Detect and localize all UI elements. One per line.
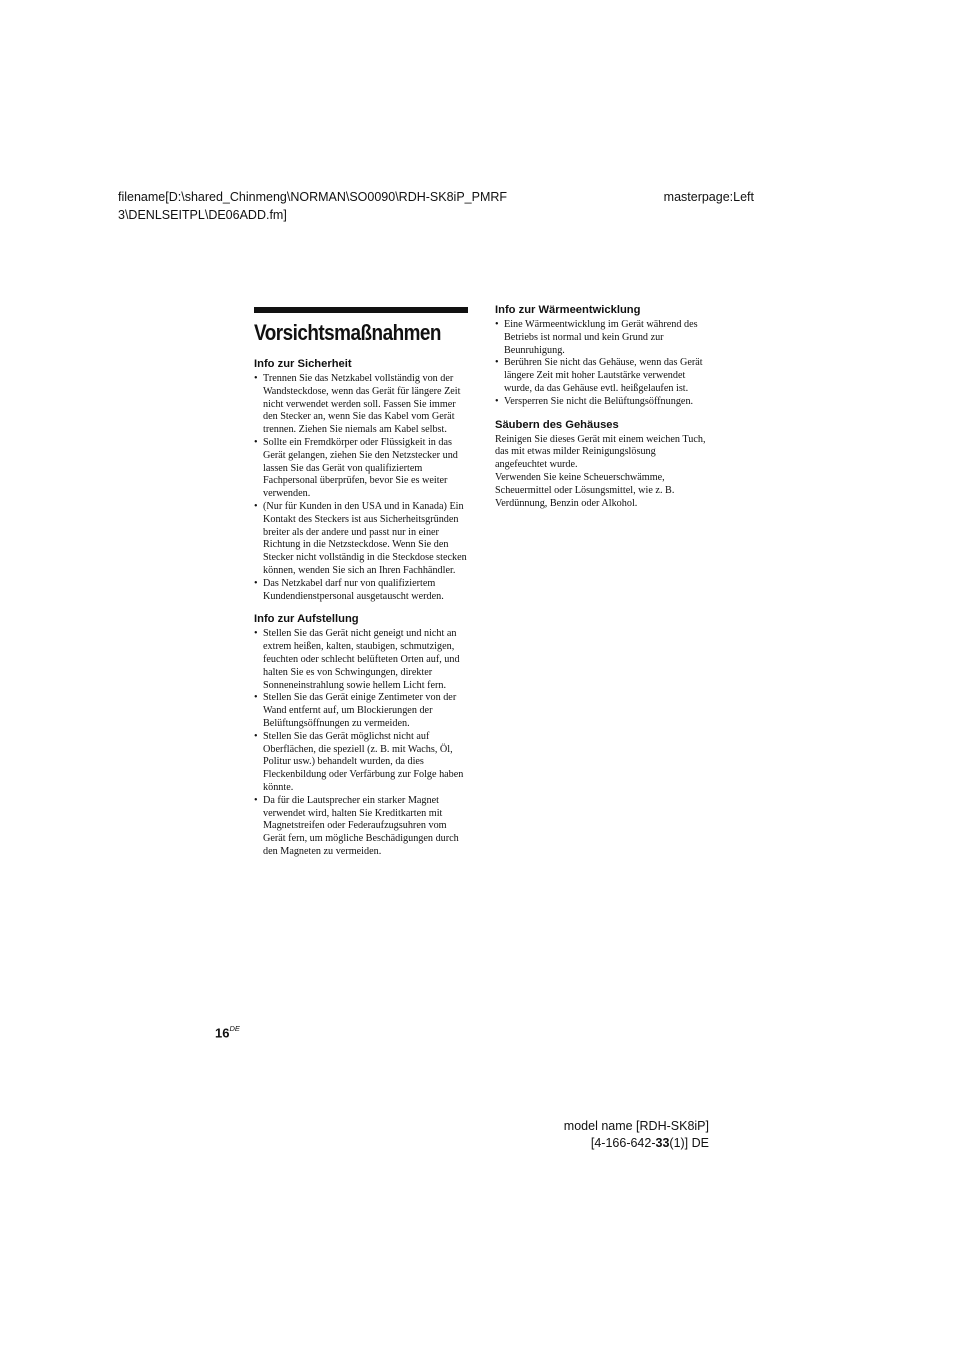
- list-item: • Trennen Sie das Netzkabel vollständig von der Wandsteckdose, wenn das Gerät für längere Zeit nicht verwendet werden soll. Fassen Sie immer den Stecker an, wenn Sie das Kabel vom Gerät trennen. Ziehen Sie niemals am Kabel selbst.: [254, 373, 469, 437]
- cleaning-paragraph-2: Verwenden Sie keine Scheuerschwämme, Scheuermittel oder Lösungsmittel, wie z. B. Verdünnung, Benzin oder Alkohol.: [495, 471, 675, 509]
- list-item: • Berühren Sie nicht das Gehäuse, wenn das Gerät längere Zeit mit hoher Lautstärke verwendet wurde, da das Gehäuse evtl. heißgelaufen ist.: [495, 357, 710, 395]
- page-number-lang: DE: [229, 1024, 240, 1033]
- footer-code-prefix: [4-166-642-: [590, 1136, 656, 1150]
- title-rule: [254, 307, 468, 313]
- page-number-value: 16: [215, 1025, 230, 1041]
- heat-list: [495, 319, 710, 409]
- footer-model-info: [564, 1118, 709, 1152]
- header-masterpage: masterpage:Left: [663, 190, 754, 204]
- list-item: • Sollte ein Fremdkörper oder Flüssigkeit in das Gerät gelangen, ziehen Sie den Netzstecker und lassen Sie das Gerät von qualifiziertem Fachpersonal überprüfen, bevor Sie es weiter verwenden.: [254, 437, 469, 501]
- safety-heading: Info zur Sicherheit: [254, 358, 352, 370]
- footer-code-bold: 33: [655, 1136, 670, 1150]
- cleaning-heading: Säubern des Gehäuses: [495, 418, 619, 431]
- header-filename: [118, 188, 507, 224]
- safety-list: [254, 373, 469, 603]
- page-title: Vorsichtsmaßnahmen: [254, 320, 441, 345]
- list-item: • Stellen Sie das Gerät einige Zentimeter von der Wand entfernt auf, um Blockierungen der Belüftungsöffnungen zu vermeiden.: [254, 692, 469, 730]
- right-column: [495, 294, 710, 510]
- list-item: • Stellen Sie das Gerät nicht geneigt und nicht an extrem heißen, kalten, staubigen, schmutzigen, feuchten oder schlecht belüfteten Orten auf, und halten Sie es von Schwingungen, direkter Sonneneinstrahlung sowie hellem Licht fern.: [254, 628, 469, 692]
- footer-code-suffix: (1)] DE: [669, 1136, 709, 1150]
- placement-heading: Info zur Aufstellung: [254, 613, 359, 626]
- left-column: [254, 307, 469, 859]
- list-item: • Eine Wärmeentwicklung im Gerät während des Betriebs ist normal und kein Grund zur Beunruhigung.: [495, 319, 710, 357]
- footer-model-name: model name [RDH-SK8iP]: [563, 1119, 709, 1133]
- list-item: • (Nur für Kunden in den USA und in Kanada) Ein Kontakt des Steckers ist aus Sicherheitsgründen breiter als der andere und passt nur in einer Richtung in die Netzsteckdose. Wenn Sie den Stecker nicht vollständig in die Steckdose stecken können, wenden Sie sich an Ihren Fachhändler.: [254, 501, 469, 578]
- list-item: • Stellen Sie das Gerät möglichst nicht auf Oberflächen, die speziell (z. B. mit Wachs, Öl, Politur usw.) behandelt wurden, da dies Fleckenbildung oder Verfärbung zur Folge haben könnte.: [254, 731, 469, 795]
- list-item: • Das Netzkabel darf nur von qualifiziertem Kundendienstpersonal ausgetauscht werden.: [254, 578, 469, 604]
- footer-code: [564, 1135, 709, 1152]
- cleaning-paragraph-1: Reinigen Sie dieses Gerät mit einem weichen Tuch, das mit etwas milder Reinigungslösung angefeuchtet wurde.: [495, 433, 706, 471]
- page-number: [215, 1024, 240, 1042]
- heat-heading: Info zur Wärmeentwicklung: [495, 304, 641, 316]
- list-item: • Versperren Sie nicht die Belüftungsöffnungen.: [495, 396, 710, 409]
- list-item: • Da für die Lautsprecher ein starker Magnet verwendet wird, halten Sie Kreditkarten mit Magnetstreifen oder Federaufzugsuhren vom Gerät fern, um mögliche Beschädigungen durch den Magneten zu vermeiden.: [254, 795, 469, 859]
- header-filename-line2: 3\DENLSEITPL\DE06ADD.fm]: [118, 208, 287, 222]
- header-filename-line1: filename[D:\shared_Chinmeng\NORMAN\SO0090\RDH-SK8iP_PMRF: [118, 190, 508, 204]
- placement-list: [254, 628, 469, 858]
